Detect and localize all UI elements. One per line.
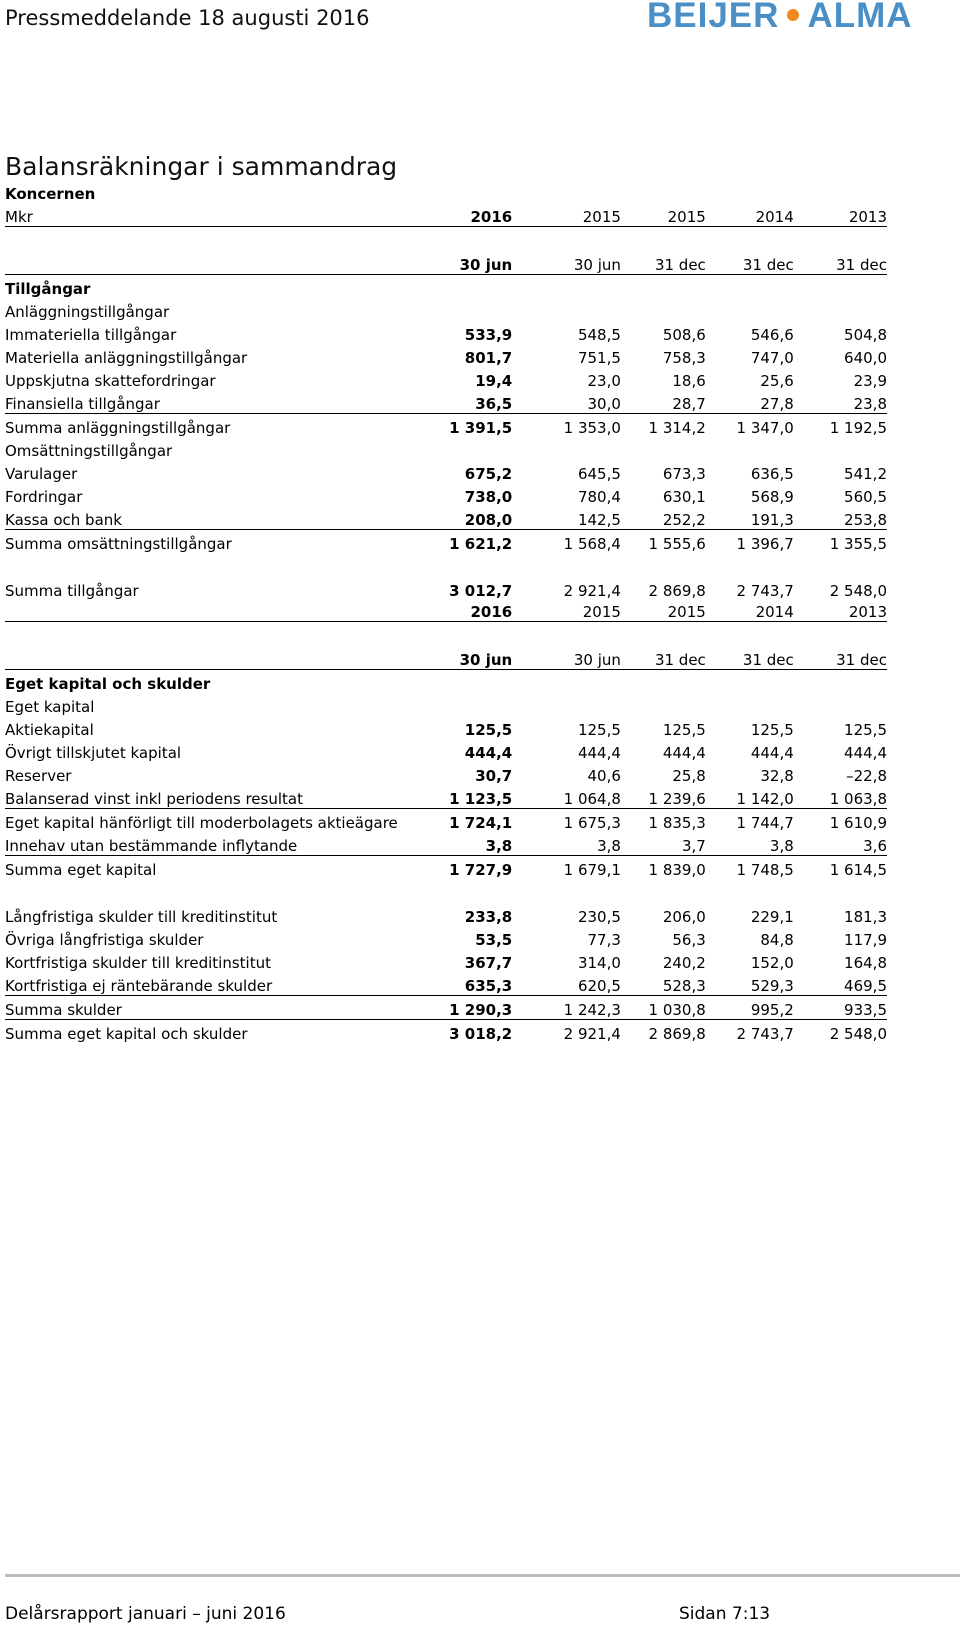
cell-value: 3,7 — [621, 832, 706, 856]
cell-value — [794, 437, 887, 460]
cell-value: 444,4 — [662, 744, 706, 762]
cell-value: 23,9 — [853, 372, 887, 390]
cell-value — [794, 622, 887, 647]
cell-value: 1 679,1 — [563, 861, 621, 879]
table-row — [5, 367, 887, 390]
table-row — [5, 227, 887, 252]
cell-value: 1 290,3 — [440, 996, 512, 1020]
cell-value: 1 396,7 — [736, 535, 794, 553]
row-label: Aktiekapital — [5, 721, 94, 739]
cell-value: 230,5 — [577, 908, 621, 926]
cell-value: 3,6 — [794, 832, 887, 856]
cell-value: 738,0 — [464, 488, 513, 506]
logo-word-left: BEIJER — [647, 0, 780, 35]
cell-value: 32,8 — [760, 767, 794, 785]
cell-value: 508,6 — [662, 326, 706, 344]
cell-value: 504,8 — [844, 326, 887, 344]
cell-value: 1 744,7 — [736, 814, 794, 832]
row-label — [5, 622, 440, 647]
table-row — [5, 809, 887, 833]
cell-value: 2015 — [621, 598, 706, 622]
cell-value: 1 568,4 — [563, 535, 621, 553]
cell-value: 640,0 — [844, 349, 887, 367]
cell-value — [440, 180, 512, 203]
cell-value: 30 jun — [512, 251, 621, 275]
row-label: Fordringar — [5, 488, 83, 506]
cell-value: 2 548,0 — [829, 582, 887, 600]
cell-value: 240,2 — [662, 954, 706, 972]
row-label: Övriga långfristiga skulder — [5, 931, 204, 949]
cell-value: 56,3 — [672, 931, 706, 949]
row-label — [5, 598, 440, 622]
cell-value: 541,2 — [844, 465, 887, 483]
cell-value — [794, 670, 887, 694]
cell-value: 675,2 — [464, 465, 513, 483]
cell-value: 1 621,2 — [449, 535, 513, 553]
cell-value: 2 743,7 — [736, 1025, 794, 1043]
cell-value: 1 314,2 — [648, 419, 706, 437]
row-label: Immateriella tillgångar — [5, 326, 177, 344]
cell-value — [621, 180, 706, 203]
row-label — [5, 879, 440, 903]
cell-value: 191,3 — [706, 506, 794, 530]
cell-value: 30 jun — [512, 646, 621, 670]
assets-table — [5, 180, 887, 600]
cell-value: 30,0 — [512, 390, 621, 414]
cell-value — [440, 670, 512, 694]
cell-value — [512, 298, 621, 321]
cell-value: 1 030,8 — [621, 996, 706, 1020]
cell-value — [440, 227, 512, 252]
footer-divider — [5, 1574, 960, 1577]
cell-value — [621, 553, 706, 577]
cell-value: 444,4 — [464, 744, 513, 762]
row-label: Finansiella tillgångar — [5, 390, 440, 414]
row-label: Koncernen — [5, 185, 96, 203]
cell-value: 1 839,0 — [648, 861, 706, 879]
cell-value: 1 192,5 — [829, 419, 887, 437]
row-label: Summa omsättningstillgångar — [5, 535, 232, 553]
cell-value: 1 614,5 — [829, 861, 887, 879]
equity-liabilities-table — [5, 598, 887, 1043]
cell-value: 2 743,7 — [736, 582, 794, 600]
row-label: Summa eget kapital och skulder — [5, 1025, 248, 1043]
cell-value — [440, 693, 512, 716]
cell-value: 2013 — [794, 598, 887, 622]
page-number: Sidan 7:13 — [679, 1604, 771, 1624]
cell-value — [706, 622, 794, 647]
cell-value: 1 355,5 — [829, 535, 887, 553]
table-row — [5, 344, 887, 367]
table-row — [5, 483, 887, 506]
cell-value — [794, 275, 887, 299]
cell-value: 2015 — [512, 203, 621, 227]
cell-value: 528,3 — [621, 972, 706, 996]
cell-value: 1 748,5 — [736, 861, 794, 879]
cell-value: 1 555,6 — [648, 535, 706, 553]
table-row — [5, 506, 887, 530]
cell-value: 444,4 — [577, 744, 621, 762]
table-row — [5, 622, 887, 647]
table-row — [5, 996, 887, 1020]
cell-value — [512, 693, 621, 716]
row-label: Innehav utan bestämmande inflytande — [5, 832, 440, 856]
table-row — [5, 298, 887, 321]
cell-value: 1 675,3 — [563, 814, 621, 832]
cell-value: 469,5 — [794, 972, 887, 996]
cell-value: 1 835,3 — [648, 814, 706, 832]
cell-value: 3,8 — [512, 832, 621, 856]
cell-value: 367,7 — [464, 954, 513, 972]
cell-value: 444,4 — [844, 744, 887, 762]
row-label: Kortfristiga skulder till kreditinstitut — [5, 954, 271, 972]
cell-value — [512, 670, 621, 694]
table-row — [5, 460, 887, 483]
row-label: Tillgångar — [5, 280, 91, 298]
cell-value: 2 921,4 — [563, 582, 621, 600]
cell-value: 142,5 — [512, 506, 621, 530]
table-row — [5, 390, 887, 414]
cell-value: 3,8 — [706, 832, 794, 856]
cell-value: 620,5 — [512, 972, 621, 996]
cell-value — [706, 180, 794, 203]
cell-value — [794, 180, 887, 203]
cell-value — [440, 622, 512, 647]
row-label: Långfristiga skulder till kreditinstitut — [5, 908, 278, 926]
cell-value: 1 142,0 — [706, 785, 794, 809]
beijer-alma-logo — [647, 0, 913, 36]
cell-value: 40,6 — [587, 767, 621, 785]
table-row — [5, 739, 887, 762]
row-label — [5, 251, 440, 275]
cell-value — [794, 693, 887, 716]
cell-value — [794, 879, 887, 903]
cell-value: 2 869,8 — [648, 582, 706, 600]
cell-value — [621, 437, 706, 460]
cell-value: 208,0 — [440, 506, 512, 530]
cell-value — [440, 298, 512, 321]
cell-value — [794, 298, 887, 321]
cell-value: 206,0 — [662, 908, 706, 926]
cell-value: 933,5 — [794, 996, 887, 1020]
cell-value: 229,1 — [750, 908, 794, 926]
cell-value: 18,6 — [672, 372, 706, 390]
cell-value: 125,5 — [577, 721, 621, 739]
cell-value: 1 610,9 — [829, 814, 887, 832]
cell-value: 31 dec — [621, 646, 706, 670]
table-row — [5, 437, 887, 460]
report-title: Delårsrapport januari – juni 2016 — [5, 1604, 286, 1624]
cell-value: 30 jun — [440, 251, 512, 275]
cell-value: 1 353,0 — [563, 419, 621, 437]
row-label: Materiella anläggningstillgångar — [5, 349, 248, 367]
cell-value: 23,0 — [587, 372, 621, 390]
row-label: Övrigt tillskjutet kapital — [5, 744, 182, 762]
cell-value: 568,9 — [750, 488, 794, 506]
cell-value — [706, 437, 794, 460]
cell-value: 36,5 — [440, 390, 512, 414]
cell-value: 2015 — [512, 598, 621, 622]
table-row — [5, 203, 887, 227]
cell-value: 2 869,8 — [648, 1025, 706, 1043]
table-row — [5, 598, 887, 622]
cell-value: 630,1 — [662, 488, 706, 506]
cell-value — [621, 670, 706, 694]
cell-value: 2016 — [440, 598, 512, 622]
cell-value: 27,8 — [706, 390, 794, 414]
table-row — [5, 670, 887, 694]
row-label: Summa eget kapital — [5, 861, 157, 879]
table-row — [5, 879, 887, 903]
cell-value: 801,7 — [464, 349, 513, 367]
cell-value: 125,5 — [844, 721, 887, 739]
row-label: Balanserad vinst inkl periodens resultat — [5, 785, 440, 809]
cell-value: 31 dec — [706, 646, 794, 670]
cell-value: 152,0 — [750, 954, 794, 972]
row-label: Eget kapital hänförligt till moderbolagets aktieägare — [5, 814, 398, 832]
cell-value: 125,5 — [662, 721, 706, 739]
cell-value — [621, 693, 706, 716]
cell-value — [794, 227, 887, 252]
cell-value: 164,8 — [844, 954, 887, 972]
cell-value: 2 921,4 — [563, 1025, 621, 1043]
cell-value — [706, 879, 794, 903]
table-row — [5, 275, 887, 299]
cell-value — [706, 298, 794, 321]
table-row — [5, 716, 887, 739]
row-label: Kassa och bank — [5, 506, 440, 530]
cell-value — [512, 622, 621, 647]
row-label — [5, 646, 440, 670]
row-label: Anläggningstillgångar — [5, 303, 170, 321]
cell-value — [440, 553, 512, 577]
cell-value: 30 jun — [440, 646, 512, 670]
cell-value — [706, 670, 794, 694]
cell-value: 1 724,1 — [449, 814, 513, 832]
cell-value: 1 063,8 — [794, 785, 887, 809]
table-row — [5, 903, 887, 926]
cell-value — [440, 879, 512, 903]
table-row — [5, 180, 887, 203]
cell-value: 125,5 — [464, 721, 513, 739]
cell-value — [512, 180, 621, 203]
row-label: Varulager — [5, 465, 78, 483]
cell-value: 28,7 — [621, 390, 706, 414]
table-row — [5, 785, 887, 809]
cell-value — [621, 622, 706, 647]
cell-value — [512, 879, 621, 903]
cell-value: 529,3 — [706, 972, 794, 996]
cell-value — [512, 553, 621, 577]
table-row — [5, 1020, 887, 1044]
cell-value: 2 548,0 — [829, 1025, 887, 1043]
cell-value — [621, 275, 706, 299]
table-row — [5, 832, 887, 856]
cell-value — [512, 227, 621, 252]
table-row — [5, 762, 887, 785]
row-label: Summa tillgångar — [5, 582, 139, 600]
cell-value: 751,5 — [577, 349, 621, 367]
row-label: Uppskjutna skattefordringar — [5, 372, 216, 390]
cell-value: 30,7 — [475, 767, 513, 785]
row-label: Eget kapital — [5, 698, 95, 716]
cell-value — [706, 275, 794, 299]
cell-value — [512, 437, 621, 460]
cell-value — [621, 227, 706, 252]
table-row — [5, 972, 887, 996]
cell-value: 1 727,9 — [449, 861, 513, 879]
section-title: Balansräkningar i sammandrag — [5, 152, 398, 181]
cell-value: 1 239,6 — [621, 785, 706, 809]
row-label: Kortfristiga ej räntebärande skulder — [5, 972, 440, 996]
cell-value — [621, 298, 706, 321]
press-release-title: Pressmeddelande 18 augusti 2016 — [5, 6, 370, 30]
cell-value: 635,3 — [440, 972, 512, 996]
cell-value: 3,8 — [440, 832, 512, 856]
cell-value: –22,8 — [846, 767, 887, 785]
cell-value: 645,5 — [577, 465, 621, 483]
cell-value: 23,8 — [794, 390, 887, 414]
cell-value: 2013 — [794, 203, 887, 227]
logo-dot-icon — [787, 9, 799, 21]
cell-value: 2014 — [706, 203, 794, 227]
cell-value: 84,8 — [760, 931, 794, 949]
cell-value — [512, 275, 621, 299]
table-row — [5, 856, 887, 880]
cell-value — [706, 227, 794, 252]
cell-value: 252,2 — [621, 506, 706, 530]
table-row — [5, 251, 887, 275]
row-label: Reserver — [5, 767, 72, 785]
cell-value: 181,3 — [844, 908, 887, 926]
table-row — [5, 321, 887, 344]
row-label — [5, 553, 440, 577]
cell-value: 77,3 — [587, 931, 621, 949]
cell-value — [440, 437, 512, 460]
cell-value: 758,3 — [662, 349, 706, 367]
cell-value: 2016 — [440, 203, 512, 227]
cell-value: 314,0 — [577, 954, 621, 972]
logo-word-right: ALMA — [807, 0, 913, 35]
cell-value: 995,2 — [706, 996, 794, 1020]
cell-value: 25,8 — [672, 767, 706, 785]
table-row — [5, 553, 887, 577]
cell-value: 1 123,5 — [440, 785, 512, 809]
cell-value: 125,5 — [750, 721, 794, 739]
cell-value: 548,5 — [577, 326, 621, 344]
cell-value: 53,5 — [475, 931, 513, 949]
cell-value: 3 018,2 — [449, 1025, 513, 1043]
cell-value — [794, 553, 887, 577]
cell-value: 2015 — [621, 203, 706, 227]
cell-value — [621, 879, 706, 903]
cell-value: 560,5 — [844, 488, 887, 506]
cell-value: 253,8 — [794, 506, 887, 530]
cell-value: 1 391,5 — [449, 419, 513, 437]
cell-value: 19,4 — [475, 372, 513, 390]
cell-value — [706, 553, 794, 577]
cell-value: 2014 — [706, 598, 794, 622]
cell-value: 117,9 — [844, 931, 887, 949]
cell-value: 747,0 — [750, 349, 794, 367]
cell-value: 636,5 — [750, 465, 794, 483]
cell-value: 25,6 — [760, 372, 794, 390]
row-label: Mkr — [5, 203, 440, 227]
cell-value: 3 012,7 — [449, 582, 513, 600]
row-label: Summa skulder — [5, 996, 440, 1020]
table-row — [5, 530, 887, 554]
cell-value: 444,4 — [750, 744, 794, 762]
cell-value: 1 242,3 — [512, 996, 621, 1020]
row-label: Summa anläggningstillgångar — [5, 419, 231, 437]
table-row — [5, 949, 887, 972]
cell-value: 233,8 — [464, 908, 513, 926]
cell-value: 780,4 — [577, 488, 621, 506]
row-label: Omsättningstillgångar — [5, 442, 173, 460]
table-row — [5, 926, 887, 949]
cell-value: 1 064,8 — [512, 785, 621, 809]
cell-value — [440, 275, 512, 299]
cell-value: 673,3 — [662, 465, 706, 483]
table-row — [5, 693, 887, 716]
cell-value: 533,9 — [464, 326, 513, 344]
cell-value: 546,6 — [750, 326, 794, 344]
cell-value: 31 dec — [706, 251, 794, 275]
table-row — [5, 577, 887, 600]
row-label: Eget kapital och skulder — [5, 675, 211, 693]
cell-value: 31 dec — [794, 251, 887, 275]
row-label — [5, 227, 440, 252]
table-row — [5, 646, 887, 670]
cell-value: 1 347,0 — [736, 419, 794, 437]
cell-value: 31 dec — [794, 646, 887, 670]
cell-value — [706, 693, 794, 716]
cell-value: 31 dec — [621, 251, 706, 275]
table-row — [5, 414, 887, 438]
